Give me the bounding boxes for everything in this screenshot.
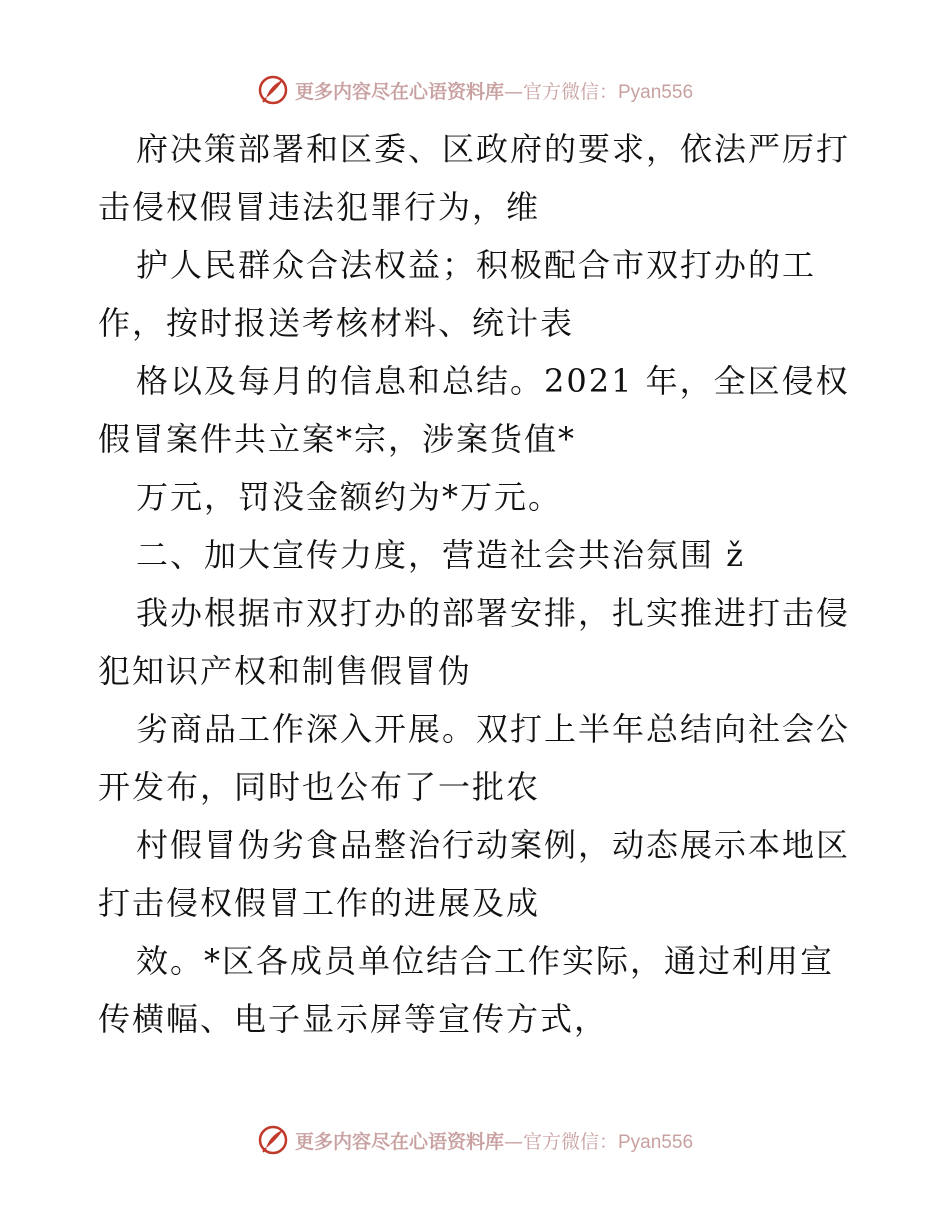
watermark-wechat-id: Pyan556 <box>618 1131 694 1153</box>
text-line: 击侵权假冒违法犯罪行为，维 <box>98 188 541 226</box>
text-line: 传横幅、电子显示屏等宣传方式， <box>98 1000 609 1038</box>
watermark-text <box>295 77 693 104</box>
watermark-text <box>295 1127 693 1154</box>
watermark-inner <box>257 1124 693 1156</box>
text-line: 万元，罚没金额约为*万元。 <box>136 478 563 516</box>
text-line: 打击侵权假冒工作的进展及成 <box>98 884 541 922</box>
watermark-wechat-label: 官方微信： <box>522 1130 618 1153</box>
watermark-inner <box>257 74 693 106</box>
watermark-wechat-label: 官方微信： <box>522 80 618 103</box>
header-watermark <box>0 70 950 110</box>
text-line: 假冒案件共立案*宗，涉案货值* <box>98 420 577 458</box>
footer-watermark <box>0 1120 950 1160</box>
text-line: 效。*区各成员单位结合工作实际，通过利用宣 <box>136 942 835 980</box>
watermark-wechat-id: Pyan556 <box>618 81 694 103</box>
watermark-dash: — <box>503 1130 523 1153</box>
watermark-main-text: 更多内容尽在心语资料库 <box>294 1130 504 1153</box>
text-line: 府决策部署和区委、区政府的要求，依法严厉打 <box>136 130 851 168</box>
text-line: 护人民群众合法权益；积极配合市双打办的工 <box>136 246 817 284</box>
feather-pen-logo-icon <box>257 74 289 106</box>
text-line: 格以及每月的信息和总结。2021 年，全区侵权 <box>136 362 850 400</box>
text-line: 我办根据市双打办的部署安排，扎实推进打击侵 <box>136 594 851 632</box>
watermark-main-text: 更多内容尽在心语资料库 <box>294 80 504 103</box>
feather-pen-logo-icon <box>257 1124 289 1156</box>
text-line: 犯知识产权和制售假冒伪 <box>98 652 473 690</box>
text-line: 村假冒伪劣食品整治行动案例，动态展示本地区 <box>136 826 851 864</box>
document-body <box>98 120 858 1048</box>
text-line: 劣商品工作深入开展。双打上半年总结向社会公 <box>136 710 851 748</box>
text-line: 作，按时报送考核材料、统计表 <box>98 304 575 342</box>
text-line: 开发布，同时也公布了一批农 <box>98 768 541 806</box>
text-line: 二、加大宣传力度，营造社会共治氛围 ž <box>136 536 746 574</box>
watermark-dash: — <box>503 80 523 103</box>
